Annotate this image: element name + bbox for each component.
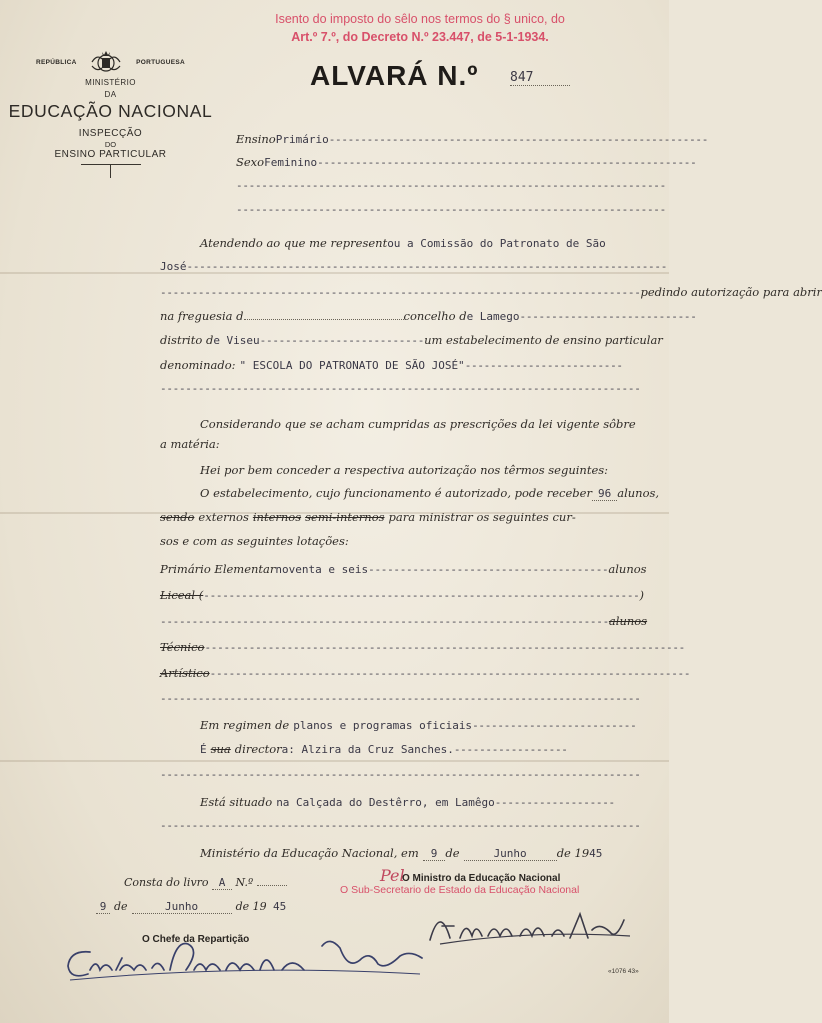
blank-row: ----------------------------------------------------------------------------	[160, 692, 641, 705]
liceal-close: )	[639, 588, 645, 602]
alvara-number: 847	[510, 70, 570, 86]
da-text: DA	[104, 90, 117, 99]
regime-label: Em regimen de	[200, 718, 290, 732]
externos-text: externos	[198, 510, 249, 524]
freguesia-row: na freguesia d concelho d e Lamego ----------------------------	[160, 309, 697, 323]
denominado-label: denominado:	[160, 358, 236, 372]
date-day: 9	[423, 847, 446, 861]
sendo-text: sendo	[160, 510, 195, 524]
considerando-text: Considerando que se acham cumpridas as prescrições da lei vigente sôbre a matéria:	[160, 417, 636, 451]
estabelecimento-label: O estabelecimento, cujo funcionamento é autorizado, pode receber	[200, 486, 592, 500]
internos-text: internos	[252, 510, 302, 524]
freguesia-label: na freguesia d	[160, 309, 244, 323]
consta-month: Junho	[132, 900, 232, 914]
sub-secretario-text: O Sub-Secretario de Estado da Educação Nacional	[340, 884, 580, 896]
educacao-nacional-title: EDUCAÇÃO NACIONAL	[8, 101, 213, 121]
blank-row: ----------------------------------------------------------------------------	[160, 768, 641, 781]
concelho-label: concelho d	[403, 309, 467, 323]
print-code: «1076 43»	[608, 968, 639, 975]
ensino-row: Ensino Primário ------------------------------------------------------------	[236, 132, 709, 146]
estabelecimento-row	[200, 486, 660, 502]
date-prefix: Ministério da Educação Nacional, em	[200, 846, 419, 860]
chefe-reparticao: O Chefe da Repartição	[142, 934, 250, 945]
consta-label: Consta do livro	[124, 876, 209, 889]
denominado-row: denominado: " ESCOLA DO PATRONATO DE SÃO JOSÉ" -------------------------	[160, 358, 623, 372]
concelho-value: e Lamego	[466, 310, 520, 323]
ensino-value: Primário	[275, 133, 329, 146]
estabelecimento-text: um estabelecimento de ensino particular	[424, 333, 663, 347]
atendendo-row	[200, 236, 642, 252]
consta-de: de	[114, 900, 128, 913]
consta-block	[96, 876, 316, 914]
artistico-row: Artístico ----------------------------------------------------------------------------	[160, 666, 691, 680]
jose-value: José	[160, 260, 187, 273]
alunos-text: alunos,	[617, 486, 660, 500]
tax-exemption-stamp	[200, 10, 640, 46]
portuguesa-text: PORTUGUESA	[136, 58, 185, 66]
primario-label: Primário Elementar	[160, 562, 276, 576]
e-text: É	[200, 743, 207, 756]
liceal-row: Liceal ( --------------------------------------------------------------------- )	[160, 588, 645, 602]
ministry-header	[8, 48, 213, 179]
liceal-label: Liceal (	[160, 588, 204, 602]
director-value: a: Alzira da Cruz Sanches.	[281, 743, 454, 756]
date-year: 45	[589, 847, 603, 860]
alvara-title: ALVARÁ N.º	[310, 60, 479, 91]
chefe-signature	[60, 930, 430, 990]
header-rule	[81, 164, 141, 179]
distrito-row: distrito d e Viseu -------------------------- um estabelecimento de ensino particular	[160, 333, 663, 347]
consta-day: 9	[96, 900, 110, 914]
blank-row: ----------------------------------------------------------------------------	[160, 819, 641, 832]
atendendo-value: ou a Comissão do Patronato de São	[387, 237, 606, 250]
tecnico-row: Técnico ----------------------------------------------------------------------------	[160, 640, 685, 654]
primario-row: Primário Elementar noventa e seis -------------------------------------- alunos	[160, 562, 647, 576]
republic-row	[8, 48, 213, 76]
ministrar-text: para ministrar os seguintes cur-	[388, 510, 576, 524]
artistico-label: Artístico	[160, 666, 210, 680]
consta-year-prefix: de 19	[235, 900, 267, 913]
sua-text: sua	[210, 742, 231, 756]
semi-internos-text: semi-internos	[305, 510, 385, 524]
jose-row: José ----------------------------------------------------------------------------	[160, 260, 668, 273]
date-year-prefix: de 19	[556, 846, 590, 860]
stamp-line-2: Art.º 7.º, do Decreto N.º 23.447, de 5-1-1934.	[291, 30, 549, 44]
consta-year: 45	[272, 900, 287, 913]
date-month: Junho	[464, 847, 557, 861]
pedindo-row: ---------------------------------------------------------------------------- pedindo autorização para abrir	[160, 285, 822, 299]
atendendo-label: Atendendo ao que me represent	[200, 236, 388, 250]
alunos-count: 96	[592, 487, 617, 501]
distrito-label: distrito d	[160, 333, 214, 347]
date-row	[200, 846, 642, 862]
coat-of-arms-icon	[89, 48, 123, 76]
denominado-value: " ESCOLA DO PATRONATO DE SÃO JOSÉ"	[239, 359, 465, 372]
director-row: É sua director a: Alzira da Cruz Sanches. ------------------	[200, 742, 568, 756]
situado-label: Está situado	[200, 795, 273, 809]
consta-date	[96, 900, 316, 914]
sos-row	[160, 534, 642, 550]
situado-row: Está situado na Calçada do Destêrro, em Lamêgo -------------------	[200, 795, 615, 809]
fold-line	[0, 760, 669, 762]
ministerio-text: MINISTÉRIO	[85, 78, 136, 87]
regime-row: Em regimen de planos e programas oficiais --------------------------	[200, 718, 637, 732]
liceal-alunos: alunos	[608, 614, 648, 628]
pedindo-text: pedindo autorização para abrir	[640, 285, 822, 299]
stamp-line-1: Isento do imposto do sêlo nos termos do § unico, do	[275, 12, 565, 26]
situado-value: na Calçada do Destêrro, em Lamêgo	[276, 796, 495, 809]
consta-livro: A	[212, 876, 232, 890]
republica-text: REPÚBLICA	[36, 58, 77, 66]
inspeccao-text: INSPECÇÃO	[78, 128, 143, 139]
blank-row: ----------------------------------------------------------------------------	[160, 382, 641, 395]
primario-value: noventa e seis	[275, 563, 369, 576]
distrito-value: e Viseu	[213, 334, 260, 347]
date-de: de	[445, 846, 460, 860]
sexo-row: Sexo Feminino ------------------------------------------------------------	[236, 155, 697, 169]
hei-text: Hei por bem conceder a respectiva autorização nos têrmos seguintes:	[200, 463, 609, 477]
do-text: DO	[104, 140, 117, 149]
consta-n: N.º	[235, 876, 254, 889]
blank-row: --------------------------------------------------------------------	[236, 203, 666, 216]
ensino-particular-text: ENSINO PARTICULAR	[54, 149, 167, 160]
regime-value: planos e programas oficiais	[293, 719, 473, 732]
sos-text: sos e com as seguintes lotações:	[160, 534, 349, 548]
minister-signature	[420, 900, 640, 950]
sendo-row	[160, 510, 642, 526]
sexo-label: Sexo	[236, 155, 265, 169]
tecnico-label: Técnico	[160, 640, 205, 654]
pel-annotation: Pel	[380, 866, 405, 885]
ministro-text: O Ministro da Educação Nacional	[402, 873, 561, 884]
director-label: director	[234, 742, 282, 756]
liceal-alunos-row: ----------------------------------------------------------------------- alunos	[160, 614, 648, 628]
ensino-label: Ensino	[236, 132, 276, 146]
blank-row: --------------------------------------------------------------------	[236, 179, 666, 192]
primario-alunos: alunos	[608, 562, 647, 576]
sexo-value: Feminino	[264, 156, 318, 169]
signature-stamp	[340, 873, 660, 896]
